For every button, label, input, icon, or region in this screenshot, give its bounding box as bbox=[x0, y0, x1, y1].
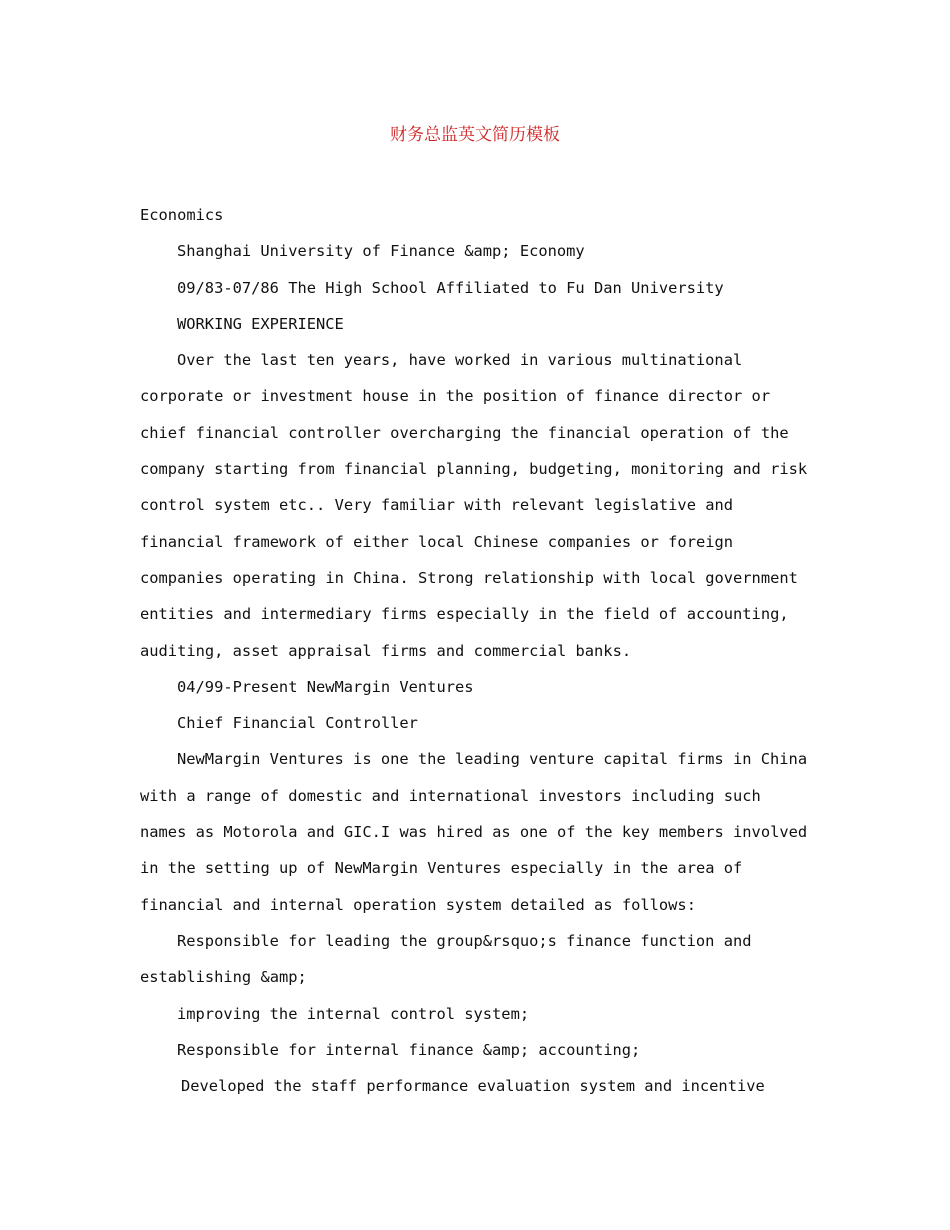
text-line: in the setting up of NewMargin Ventures especially in the area of bbox=[140, 859, 743, 878]
text-line: NewMargin Ventures is one the leading venture capital firms in China bbox=[177, 750, 808, 769]
text-line: with a range of domestic and international investors including such bbox=[140, 786, 761, 805]
text-line: financial and internal operation system detailed as follows: bbox=[140, 895, 696, 914]
section-heading: WORKING EXPERIENCE bbox=[177, 314, 344, 333]
text-line: chief financial controller overcharging the financial operation of the bbox=[140, 423, 789, 442]
text-line: Economics bbox=[140, 206, 224, 224]
text-line: establishing &amp; bbox=[140, 968, 307, 987]
text-line: company starting from financial planning, budgeting, monitoring and risk bbox=[140, 460, 808, 479]
text-line: corporate or investment house in the position of finance director or bbox=[140, 387, 771, 406]
document-body bbox=[140, 197, 815, 1104]
text-line: Shanghai University of Finance &amp; Economy bbox=[177, 242, 585, 261]
text-line: Responsible for internal finance &amp; accounting; bbox=[177, 1040, 641, 1059]
document-title: 财务总监英文简历模板 bbox=[390, 125, 560, 145]
text-line: Over the last ten years, have worked in various multinational bbox=[177, 351, 743, 370]
text-line: 04/99-Present NewMargin Ventures bbox=[177, 677, 474, 696]
text-line: Chief Financial Controller bbox=[177, 714, 418, 733]
text-line: financial framework of either local Chinese companies or foreign bbox=[140, 532, 734, 551]
text-line: Responsible for leading the group&rsquo;s finance function and bbox=[177, 931, 752, 950]
text-line: auditing, asset appraisal firms and commercial banks. bbox=[140, 641, 632, 660]
text-line: improving the internal control system; bbox=[177, 1004, 530, 1023]
text-line: Developed the staff performance evaluation system and incentive bbox=[181, 1077, 765, 1096]
text-line: 09/83-07/86 The High School Affiliated to Fu Dan University bbox=[177, 278, 724, 297]
text-line: companies operating in China. Strong relationship with local government bbox=[140, 568, 798, 587]
text-line: entities and intermediary firms especially in the field of accounting, bbox=[140, 605, 789, 624]
text-line: control system etc.. Very familiar with relevant legislative and bbox=[140, 496, 734, 515]
text-line: names as Motorola and GIC.I was hired as one of the key members involved bbox=[140, 823, 808, 842]
